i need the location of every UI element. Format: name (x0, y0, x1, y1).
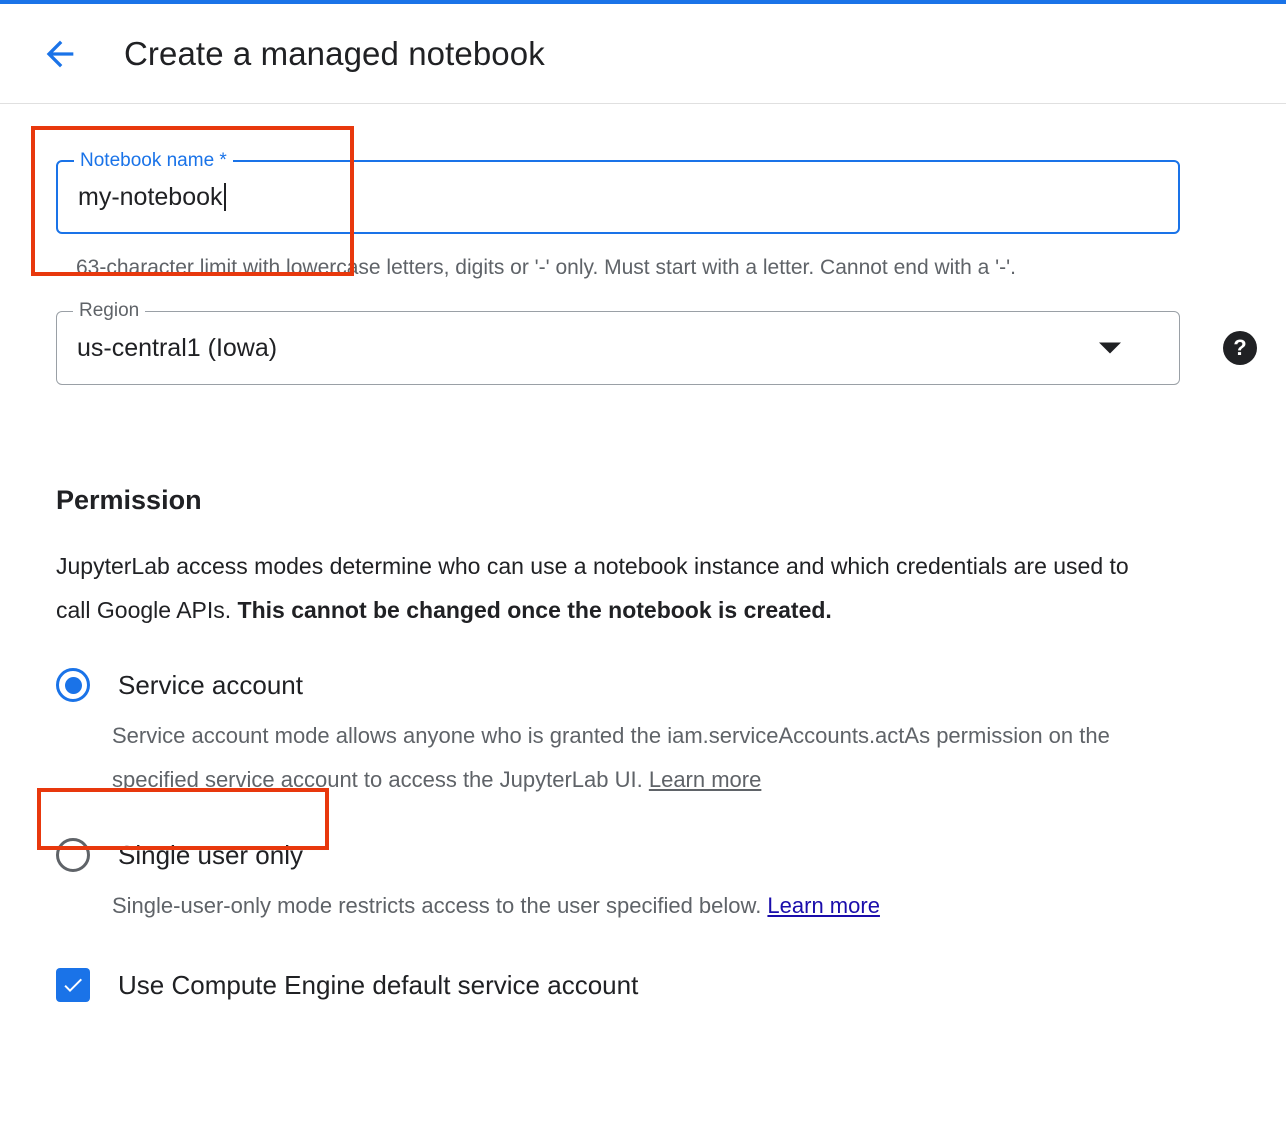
back-button[interactable] (36, 30, 84, 78)
single-user-learn-more-link[interactable]: Learn more (767, 893, 880, 918)
radio-service-account[interactable] (56, 668, 1286, 702)
single-user-description-text: Single-user-only mode restricts access to the user specified below. (112, 893, 768, 918)
help-circle-icon[interactable]: ? (1223, 331, 1257, 365)
radio-button-selected-icon[interactable] (56, 668, 90, 702)
check-icon (61, 973, 85, 997)
radio-inner-dot (65, 677, 82, 694)
notebook-name-field-wrap (56, 150, 1180, 285)
notebook-name-helper: 63-character limit with lowercase letters, digits or '-' only. Must start with a letter. Cannot end with a '-'. (76, 256, 1017, 279)
use-default-service-account-label: Use Compute Engine default service account (118, 969, 639, 1000)
service-account-description (112, 714, 1142, 802)
text-caret (224, 183, 226, 211)
use-default-service-account-row[interactable] (56, 968, 1286, 1002)
notebook-name-value: my-notebook (78, 182, 223, 211)
checkbox-checked[interactable] (56, 968, 90, 1002)
permission-description (56, 544, 1166, 632)
create-notebook-page (0, 4, 1286, 1140)
permission-description-text: JupyterLab access modes determine who can use a notebook instance and which credentials are used to call Google APIs. (56, 553, 1129, 623)
chevron-down-icon[interactable] (1099, 343, 1121, 354)
region-label: Region (73, 300, 145, 322)
single-user-description (112, 884, 1142, 928)
notebook-name-label: Notebook name * (74, 150, 233, 172)
radio-button-unselected-icon[interactable] (56, 838, 90, 872)
permission-heading: Permission (56, 485, 202, 515)
page-title: Create a managed notebook (124, 34, 545, 72)
radio-single-user-label: Single user only (118, 839, 303, 870)
service-account-description-text: Service account mode allows anyone who is granted the iam.serviceAccounts.actAs permission on the specified service account to access the JupyterLab UI. (112, 723, 1110, 792)
service-account-learn-more-link[interactable]: Learn more (648, 767, 762, 792)
notebook-name-input[interactable] (56, 150, 1180, 234)
region-select[interactable] (56, 300, 1247, 385)
region-value: us-central1 (Iowa) (77, 333, 278, 362)
radio-service-account-label: Service account (118, 669, 303, 700)
page-header (0, 4, 1286, 104)
arrow-left-icon (40, 34, 80, 74)
form-content (0, 150, 1286, 1002)
radio-single-user[interactable] (56, 838, 1286, 872)
permission-description-emphasis: This cannot be changed once the notebook is created. (237, 597, 832, 623)
